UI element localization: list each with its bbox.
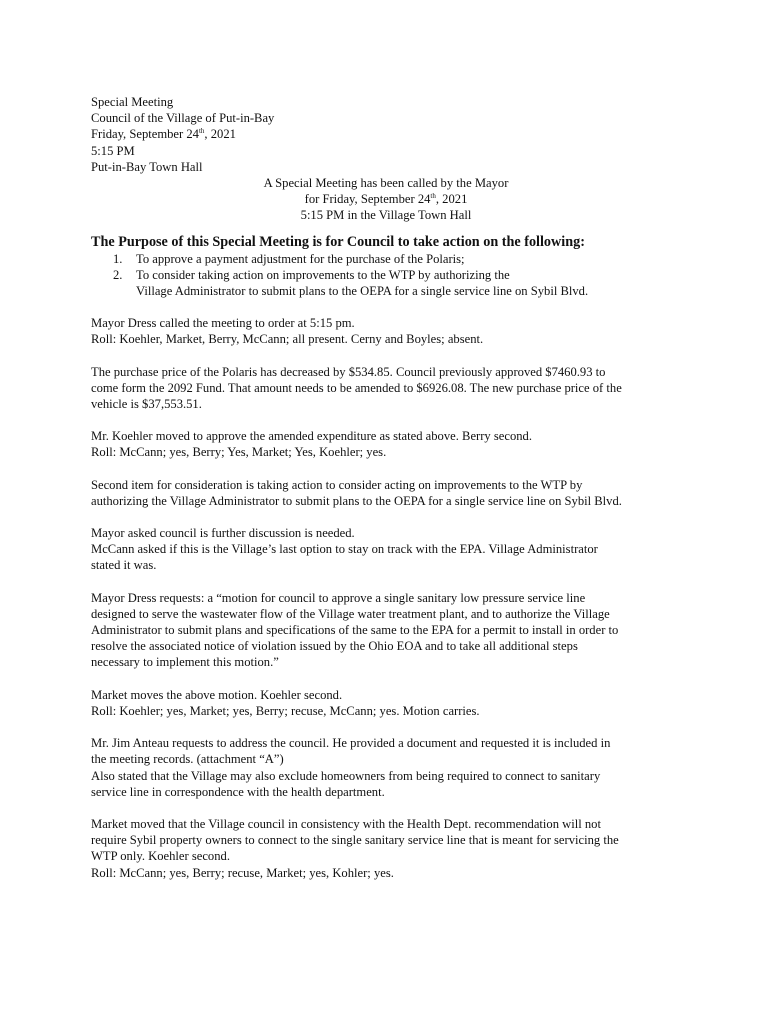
header-location: Put-in-Bay Town Hall [91, 159, 203, 174]
paragraph-anteau-address [91, 735, 691, 800]
paragraph-line: Mayor asked council is further discussion is needed. [91, 526, 355, 541]
header-meeting-type: Special Meeting [91, 95, 174, 109]
paragraph-line: WTP only. Koehler second. [91, 849, 230, 864]
notice-line: A Special Meeting has been called by the Mayor [263, 176, 509, 191]
paragraph-expenditure-motion [91, 428, 691, 460]
paragraph-line: stated it was. [91, 558, 157, 573]
paragraph-call-to-order [91, 315, 691, 347]
paragraph-line: Second item for consideration is taking action to consider acting on improvements to the WTP by [91, 477, 583, 492]
paragraph-discussion [91, 525, 691, 574]
header-council-name: Council of the Village of Put-in-Bay [91, 111, 275, 126]
list-item [91, 267, 691, 299]
paragraph-health-dept-motion [91, 816, 691, 881]
paragraph-line: the meeting records. (attachment “A”) [91, 752, 284, 767]
paragraph-line: require Sybil property owners to connect to the single sanitary service line that is meant for servicing the [91, 833, 619, 848]
paragraph-second-item [91, 477, 691, 509]
paragraph-line: authorizing the Village Administrator to submit plans to the OEPA for a single service line on Sybil Blvd. [91, 493, 622, 508]
paragraph-line: designed to serve the wastewater flow of the Village water treatment plant, and to authorize the Village [91, 606, 610, 621]
notice-date-line: for Friday, September 24th, 2021 [304, 192, 468, 207]
paragraph-line: Roll: Koehler, Market, Berry, McCann; all present. Cerny and Boyles; absent. [91, 332, 484, 347]
list-item-number: 2. [113, 267, 123, 282]
paragraph-line: resolve the associated notice of violation issued by the Ohio EOA and to take all additional steps [91, 639, 578, 654]
purpose-heading: The Purpose of this Special Meeting is for Council to take action on the following: [91, 233, 585, 250]
list-item-text: To approve a payment adjustment for the purchase of the Polaris; [136, 251, 465, 266]
paragraph-line: Administrator to submit plans and specifications of the same to the EPA for a permit to install in order to [91, 623, 619, 638]
paragraph-line: vehicle is $37,553.51. [91, 397, 202, 412]
paragraph-line: McCann asked if this is the Village’s last option to stay on track with the EPA. Village Administrator [91, 542, 598, 557]
paragraph-line: Also stated that the Village may also exclude homeowners from being required to connect to sanitary [91, 768, 601, 783]
paragraph-line: Mr. Jim Anteau requests to address the council. He provided a document and requested it is included in [91, 736, 611, 751]
purpose-list [91, 251, 691, 300]
list-item-number: 1. [113, 251, 123, 266]
header-date: Friday, September 24th, 2021 [91, 127, 236, 142]
paragraph-line: Roll: McCann; yes, Berry; recuse, Market; yes, Kohler; yes. [91, 865, 394, 880]
paragraph-line: Mr. Koehler moved to approve the amended expenditure as stated above. Berry second. [91, 429, 532, 444]
paragraph-line: service line in correspondence with the health department. [91, 784, 385, 799]
paragraph-line: necessary to implement this motion.” [91, 655, 279, 670]
paragraph-line: The purchase price of the Polaris has decreased by $534.85. Council previously approved $7460.93 to [91, 364, 606, 379]
list-item-text: Village Administrator to submit plans to the OEPA for a single service line on Sybil Blvd. [136, 284, 589, 299]
list-item [91, 251, 691, 267]
paragraph-mayor-request [91, 590, 691, 671]
paragraph-motion-vote [91, 687, 691, 719]
document-page [91, 94, 691, 881]
paragraph-line: come form the 2092 Fund. That amount needs to be amended to $6926.08. The new purchase price of the [91, 380, 622, 395]
notice-line: 5:15 PM in the Village Town Hall [300, 208, 472, 223]
paragraph-polaris-price [91, 364, 691, 413]
header-time: 5:15 PM [91, 143, 135, 158]
list-item-text: To consider taking action on improvements to the WTP by authorizing the [136, 267, 510, 282]
meeting-notice [171, 175, 601, 224]
paragraph-line: Market moves the above motion. Koehler second. [91, 687, 343, 702]
paragraph-line: Market moved that the Village council in consistency with the Health Dept. recommendation will not [91, 816, 601, 831]
paragraph-line: Mayor Dress called the meeting to order at 5:15 pm. [91, 316, 355, 331]
paragraph-line: Roll: Koehler; yes, Market; yes, Berry; recuse, McCann; yes. Motion carries. [91, 703, 480, 718]
paragraph-line: Roll: McCann; yes, Berry; Yes, Market; Yes, Koehler; yes. [91, 445, 387, 460]
paragraph-line: Mayor Dress requests: a “motion for council to approve a single sanitary low pressure service line [91, 590, 586, 605]
meeting-header [91, 94, 691, 175]
